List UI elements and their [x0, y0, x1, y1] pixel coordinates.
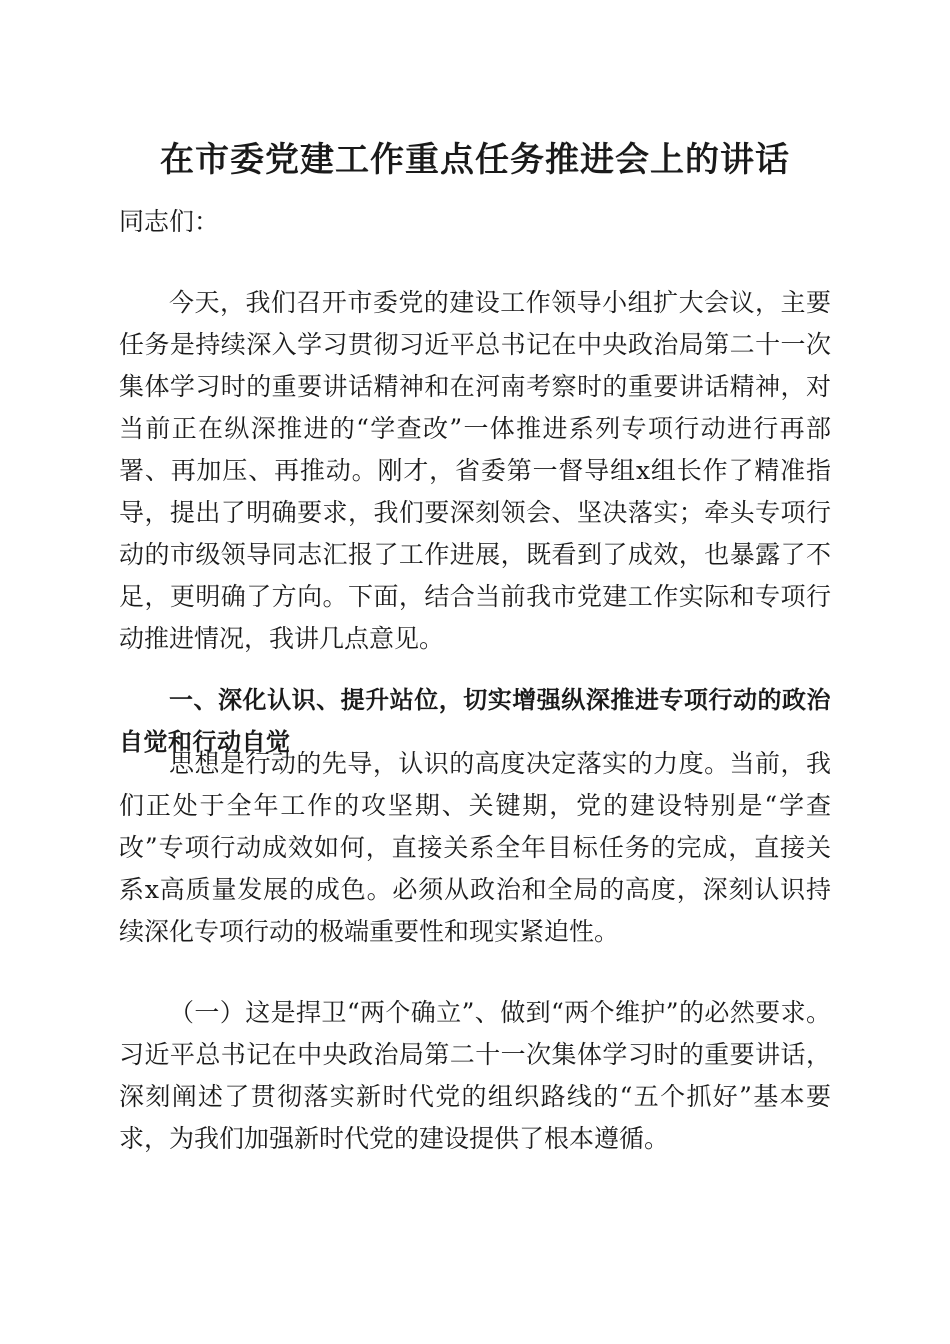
- document-title: 在市委党建工作重点任务推进会上的讲话: [160, 140, 790, 180]
- greeting: 同志们：: [119, 207, 220, 236]
- paragraph-section-1: 思想是行动的先导，认识的高度决定落实的力度。当前，我们正处于全年工作的攻坚期、关键期，党的建设特别是“学查改”专项行动成效如何，直接关系全年目标任务的完成，直接关系x高质量发展的成色。必须从政治和全局的高度，深刻认识持续深化专项行动的极端重要性和现实紧迫性。: [119, 749, 831, 946]
- paragraph-subsection-1: （一）这是捍卫“两个确立”、做到“两个维护”的必然要求。习近平总书记在中央政治局第二十一次集体学习时的重要讲话，深刻阐述了贯彻落实新时代党的组织路线的“五个抓好”基本要求，为我们加强新时代党的建设提供了根本遵循。: [119, 998, 831, 1153]
- section-heading-1: 一、深化认识、提升站位，切实增强纵深推进专项行动的政治自觉和行动自觉: [119, 686, 831, 756]
- paragraph-intro: 今天，我们召开市委党的建设工作领导小组扩大会议，主要任务是持续深入学习贯彻习近平总书记在中央政治局第二十一次集体学习时的重要讲话精神和在河南考察时的重要讲话精神，对当前正在纵深推进的“学查改”一体推进系列专项行动进行再部署、再加压、再推动。刚才，省委第一督导组x组长作了精准指导，提出了明确要求，我们要深刻领会、坚决落实；牵头专项行动的市级领导同志汇报了工作进展，既看到了成效，也暴露了不足，更明确了方向。下面，结合当前我市党建工作实际和专项行动推进情况，我讲几点意见。: [119, 288, 831, 653]
